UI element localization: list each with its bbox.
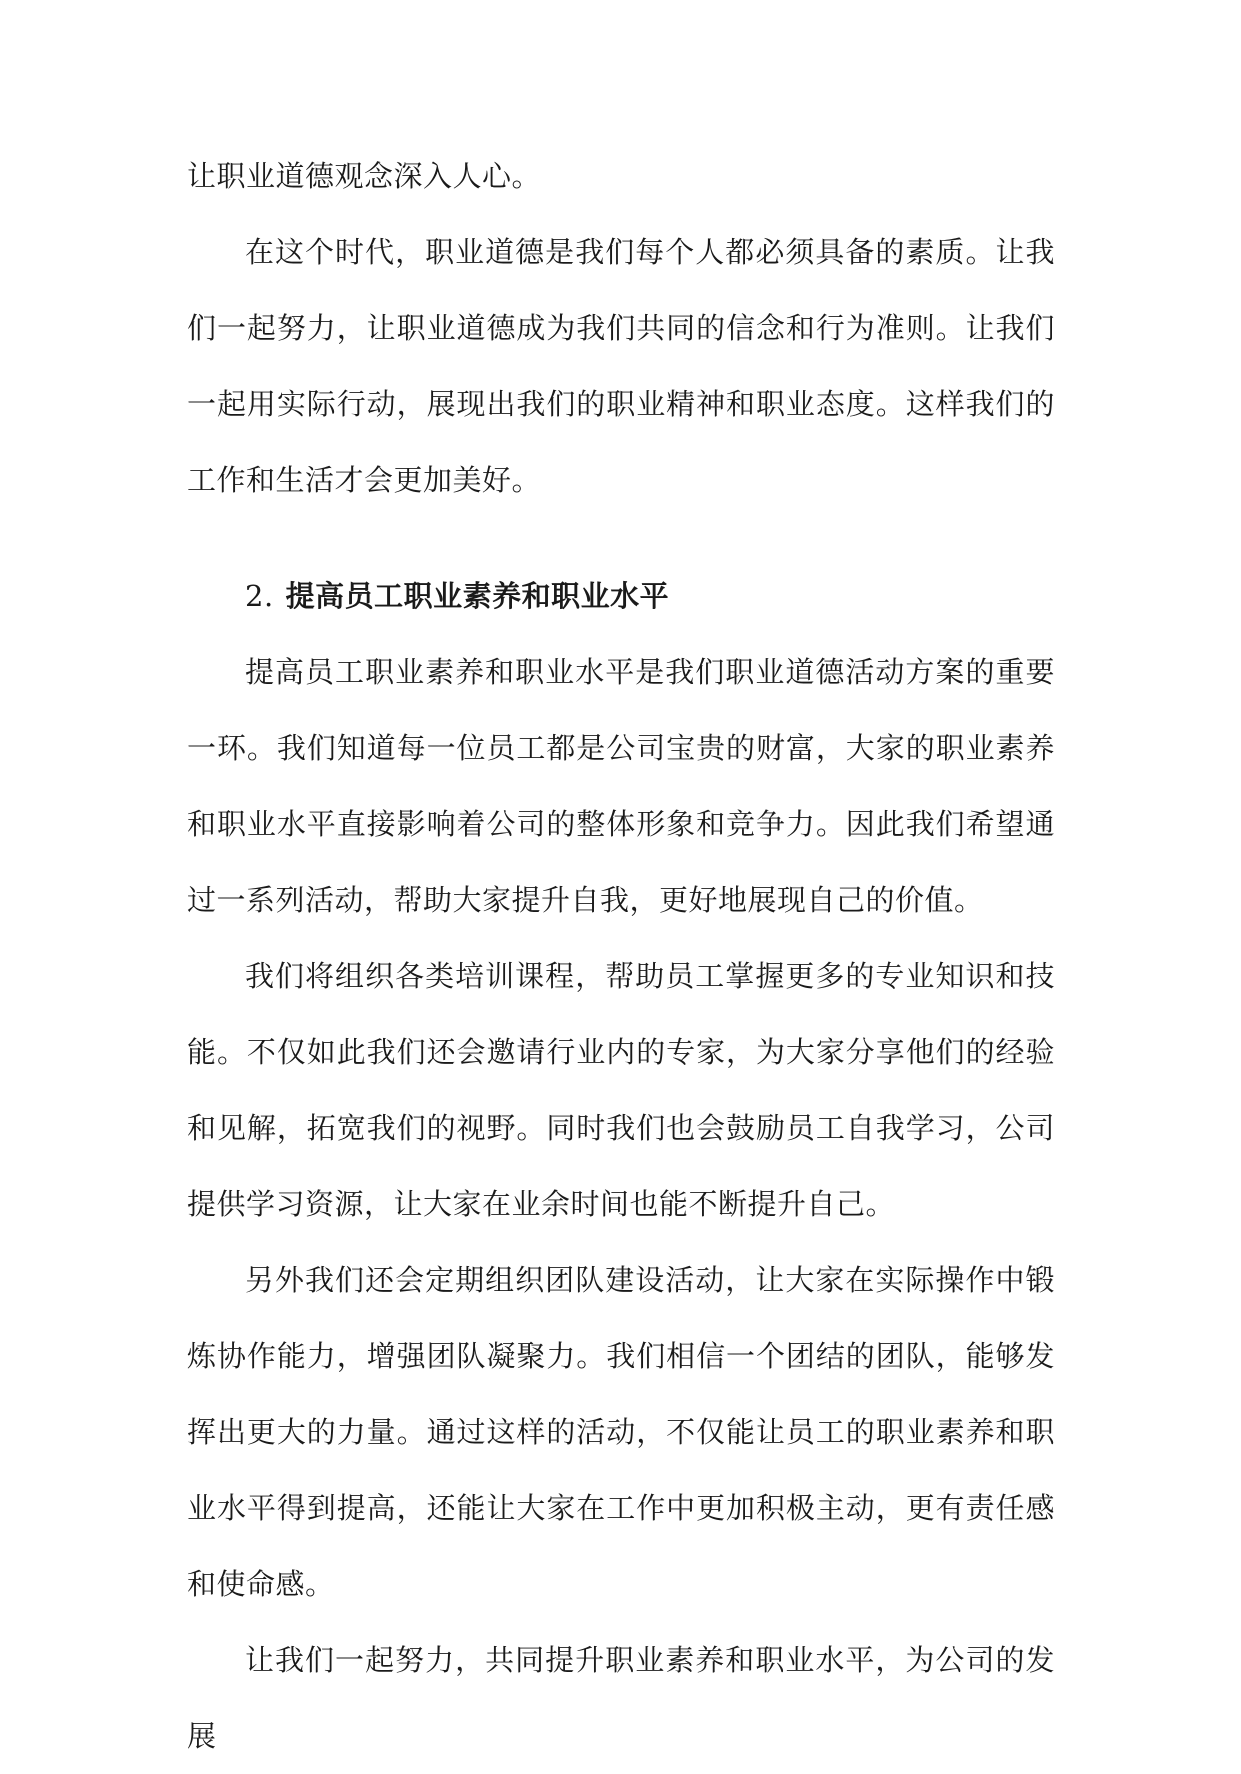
section-heading: [187, 558, 1055, 634]
paragraph: 我们将组织各类培训课程，帮助员工掌握更多的专业知识和技能。不仅如此我们还会邀请行业内的专家，为大家分享他们的经验和见解，拓宽我们的视野。同时我们也会鼓励员工自我学习，公司提供学习资源，让大家在业余时间也能不断提升自己。: [187, 959, 1055, 1221]
section-number: 2.: [245, 579, 274, 613]
document-body: [187, 138, 1055, 1774]
paragraph: 提高员工职业素养和职业水平是我们职业道德活动方案的重要一环。我们知道每一位员工都是公司宝贵的财富，大家的职业素养和职业水平直接影响着公司的整体形象和竞争力。因此我们希望通过一系列活动，帮助大家提升自我，更好地展现自己的价值。: [187, 655, 1055, 917]
paragraph: 另外我们还会定期组织团队建设活动，让大家在实际操作中锻炼协作能力，增强团队凝聚力。我们相信一个团结的团队，能够发挥出更大的力量。通过这样的活动，不仅能让员工的职业素养和职业水平得到提高，还能让大家在工作中更加积极主动，更有责任感和使命感。: [187, 1263, 1055, 1601]
section-title: 提高员工职业素养和职业水平: [285, 579, 670, 613]
paragraph-continuation: 让职业道德观念深入人心。: [187, 159, 542, 193]
paragraph: 在这个时代，职业道德是我们每个人都必须具备的素质。让我们一起努力，让职业道德成为我们共同的信念和行为准则。让我们一起用实际行动，展现出我们的职业精神和职业态度。这样我们的工作和生活才会更加美好。: [187, 235, 1055, 497]
paragraph: 让我们一起努力，共同提升职业素养和职业水平，为公司的发展: [187, 1643, 1055, 1753]
